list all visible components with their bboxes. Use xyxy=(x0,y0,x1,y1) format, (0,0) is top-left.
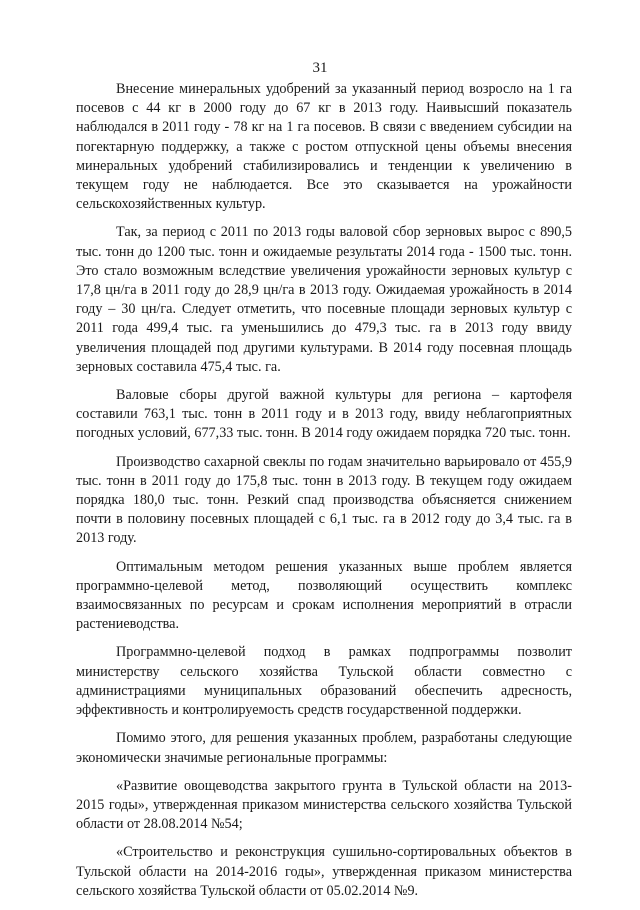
page-body xyxy=(76,80,572,910)
paragraph-program-method: Оптимальным методом решения указанных выше проблем является программно-целевой метод, позволяющий осуществить комплекс взаимосвязанных по ресурсам и срокам исполнения мероприятий в отрасли растениеводства. xyxy=(76,558,572,633)
paragraph-grain-harvest: Так, за период с 2011 по 2013 годы валовой сбор зерновых вырос с 890,5 тыс. тонн до 1200 тыс. тонн и ожидаемые результаты 2014 года - 1500 тыс. тонн. Это стало возможным вследствие увеличения урожайности зерновых культур с 17,8 цн/га в 2011 году до 28,9 цн/га в 2013 году. Ожидаемая урожайность в 2014 году – 30 цн/га. Следует отметить, что посевные площади зерновых культур с 2011 года 499,4 тыс. га уменьшились до 479,3 тыс. га в 2013 году ввиду увеличения площадей под другими культурами. В 2014 году посевная площадь зерновых составила 475,4 тыс. га. xyxy=(76,224,572,375)
paragraph-potatoes: Валовые сборы другой важной культуры для региона – картофеля составили 763,1 тыс. тонн в 2011 году и в 2013 году, ввиду неблагоприятных погодных условий, 677,33 тыс. тонн. В 2014 году ожидаем порядка 720 тыс. тонн. xyxy=(76,387,572,442)
paragraph-regional-programs-intro: Помимо этого, для решения указанных проблем, разработаны следующие экономически значимые региональные программы: xyxy=(76,730,572,766)
paragraph-fertilizers: Внесение минеральных удобрений за указанный период возросло на 1 га посевов с 44 кг в 2000 году до 67 кг в 2013 году. Наивысший показатель наблюдался в 2011 году - 78 кг на 1 га посевов. В связи с введением субсидии на погектарную поддержку, а также с ростом отпускной цены объемы внесения минеральных удобрений стабилизировались и тенденции к увеличению в текущем году не наблюдается. Все это сказывается на урожайности сельскохозяйственных культур. xyxy=(76,81,572,213)
paragraph-program-vegetables: «Развитие овощеводства закрытого грунта в Тульской области на 2013-2015 годы», утвержденная приказом министерства сельского хозяйства Тульской области от 28.08.2014 №54; xyxy=(76,777,572,833)
paragraph-sugar-beet: Производство сахарной свеклы по годам значительно варьировало от 455,9 тыс. тонн в 2011 году до 175,8 тыс. тонн в 2013 году. В текущем году ожидаем порядка 180,0 тыс. тонн. Резкий спад производства объясняется снижением почти в половину посевных площадей с 6,1 тыс. га в 2012 году до 3,4 тыс. га в 2013 году. xyxy=(76,453,572,547)
paragraph-program-approach: Программно-целевой подход в рамках подпрограммы позволит министерству сельского хозяйства Тульской области совместно с администрациями муниципальных образований обеспечить адресность, эффективность и контролируемость средств государственной поддержки. xyxy=(76,644,572,719)
page-number: 31 xyxy=(312,60,328,76)
paragraph-program-drying-facilities: «Строительство и реконструкция сушильно-сортировальных объектов в Тульской области на 2014-2016 годы», утвержденная приказом министерства сельского хозяйства Тульской области от 05.02.2014 №9. xyxy=(76,844,572,899)
